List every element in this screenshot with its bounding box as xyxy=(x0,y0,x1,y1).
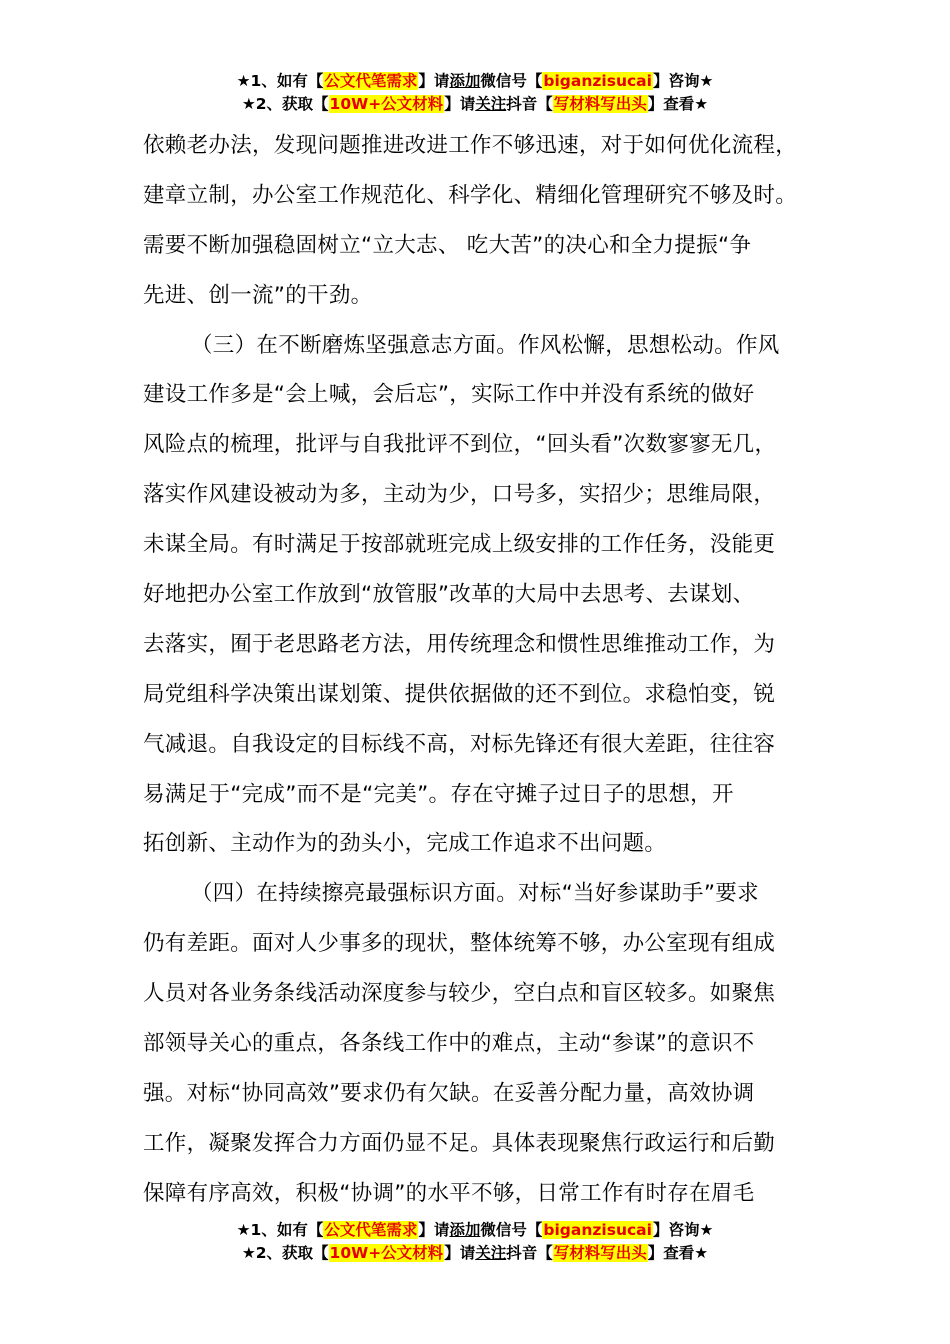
header-banner xyxy=(0,70,950,116)
footer-line-1 xyxy=(0,1219,950,1242)
body-line: （三）在不断磨炼坚强意志方面。作风松懈，思想松动。作风 xyxy=(191,332,780,358)
banner-text: 】请 xyxy=(418,72,450,90)
underlined-text: 关注 xyxy=(475,95,507,113)
body-line: 部领导关心的重点，各条线工作中的难点，主动“参谋”的意识不 xyxy=(143,1031,755,1057)
banner-text: 】咨询★ xyxy=(652,1221,714,1239)
body-line: （四）在持续擦亮最强标识方面。对标“当好参谋助手”要求 xyxy=(191,881,759,907)
body-line: 需要不断加强稳固树立“立大志、 吃大苦”的决心和全力提振“争 xyxy=(143,232,752,258)
highlighted-text: 公文代笔需求 xyxy=(324,1221,418,1239)
body-line: 人员对各业务条线活动深度参与较少，空白点和盲区较多。如聚焦 xyxy=(143,981,776,1007)
highlighted-text: biganzisucai xyxy=(543,72,652,90)
banner-text: 】咨询★ xyxy=(652,72,714,90)
body-line: 拓创新、主动作为的劲头小，完成工作追求不出问题。 xyxy=(143,831,667,857)
footer-line-2 xyxy=(0,1242,950,1265)
body-line: 强。对标“协同高效”要求仍有欠缺。在妥善分配力量，高效协调 xyxy=(143,1080,755,1106)
banner-text: 抖音【 xyxy=(506,95,553,113)
banner-text: ★2、获取【 xyxy=(241,95,329,113)
highlighted-text: 10W+公文材料 xyxy=(329,95,444,113)
body-line: 好地把办公室工作放到“放管服”改革的大局中去思考、去谋划、 xyxy=(143,582,755,608)
banner-text: 】查看★ xyxy=(647,95,709,113)
body-line: 保障有序高效，积极“协调”的水平不够，日常工作有时存在眉毛 xyxy=(143,1180,755,1206)
body-line: 工作，凝聚发挥合力方面仍显不足。具体表现聚焦行政运行和后勤 xyxy=(143,1130,776,1156)
banner-text: 微信号【 xyxy=(480,1221,543,1239)
highlighted-text: biganzisucai xyxy=(543,1221,652,1239)
banner-text: 】查看★ xyxy=(647,1244,709,1262)
banner-text: 】请 xyxy=(444,95,476,113)
banner-text: ★1、如有【 xyxy=(236,1221,324,1239)
header-line-2 xyxy=(0,93,950,116)
highlighted-text: 公文代笔需求 xyxy=(324,72,418,90)
body-line: 气减退。自我设定的目标线不高，对标先锋还有很大差距，往往容 xyxy=(143,731,776,757)
body-line: 局党组科学决策出谋划策、提供依据做的还不到位。求稳怕变，锐 xyxy=(143,681,776,707)
banner-text: 】请 xyxy=(418,1221,450,1239)
body-line: 先进、创一流”的干劲。 xyxy=(143,282,373,308)
highlighted-text: 写材料写出头 xyxy=(553,95,647,113)
underlined-text: 添加 xyxy=(449,1221,481,1239)
body-line: 落实作风建设被动为多，主动为少，口号多，实招少；思维局限， xyxy=(143,482,776,508)
body-line: 建章立制，办公室工作规范化、科学化、精细化管理研究不够及时。 xyxy=(143,182,798,208)
body-line: 仍有差距。面对人少事多的现状，整体统筹不够，办公室现有组成 xyxy=(143,931,776,957)
footer-banner xyxy=(0,1219,950,1265)
highlighted-text: 写材料写出头 xyxy=(553,1244,647,1262)
body-line: 建设工作多是“会上喊，会后忘”，实际工作中并没有系统的做好 xyxy=(143,382,755,408)
banner-text: ★2、获取【 xyxy=(241,1244,329,1262)
body-line: 去落实，囿于老思路老方法，用传统理念和惯性思维推动工作，为 xyxy=(143,631,776,657)
underlined-text: 添加 xyxy=(449,72,481,90)
banner-text: 抖音【 xyxy=(506,1244,553,1262)
banner-text: 】请 xyxy=(444,1244,476,1262)
header-line-1 xyxy=(0,70,950,93)
body-line: 依赖老办法，发现问题推进改进工作不够迅速，对于如何优化流程， xyxy=(143,133,798,158)
body-line: 易满足于“完成”而不是“完美”。存在守摊子过日子的思想，开 xyxy=(143,781,734,807)
body-line: 未谋全局。有时满足于按部就班完成上级安排的工作任务，没能更 xyxy=(143,532,776,558)
document-body xyxy=(143,121,833,1219)
banner-text: ★1、如有【 xyxy=(236,72,324,90)
underlined-text: 关注 xyxy=(475,1244,507,1262)
body-line: 风险点的梳理，批评与自我批评不到位，“回头看”次数寥寥无几， xyxy=(143,432,777,458)
banner-text: 微信号【 xyxy=(480,72,543,90)
highlighted-text: 10W+公文材料 xyxy=(329,1244,444,1262)
